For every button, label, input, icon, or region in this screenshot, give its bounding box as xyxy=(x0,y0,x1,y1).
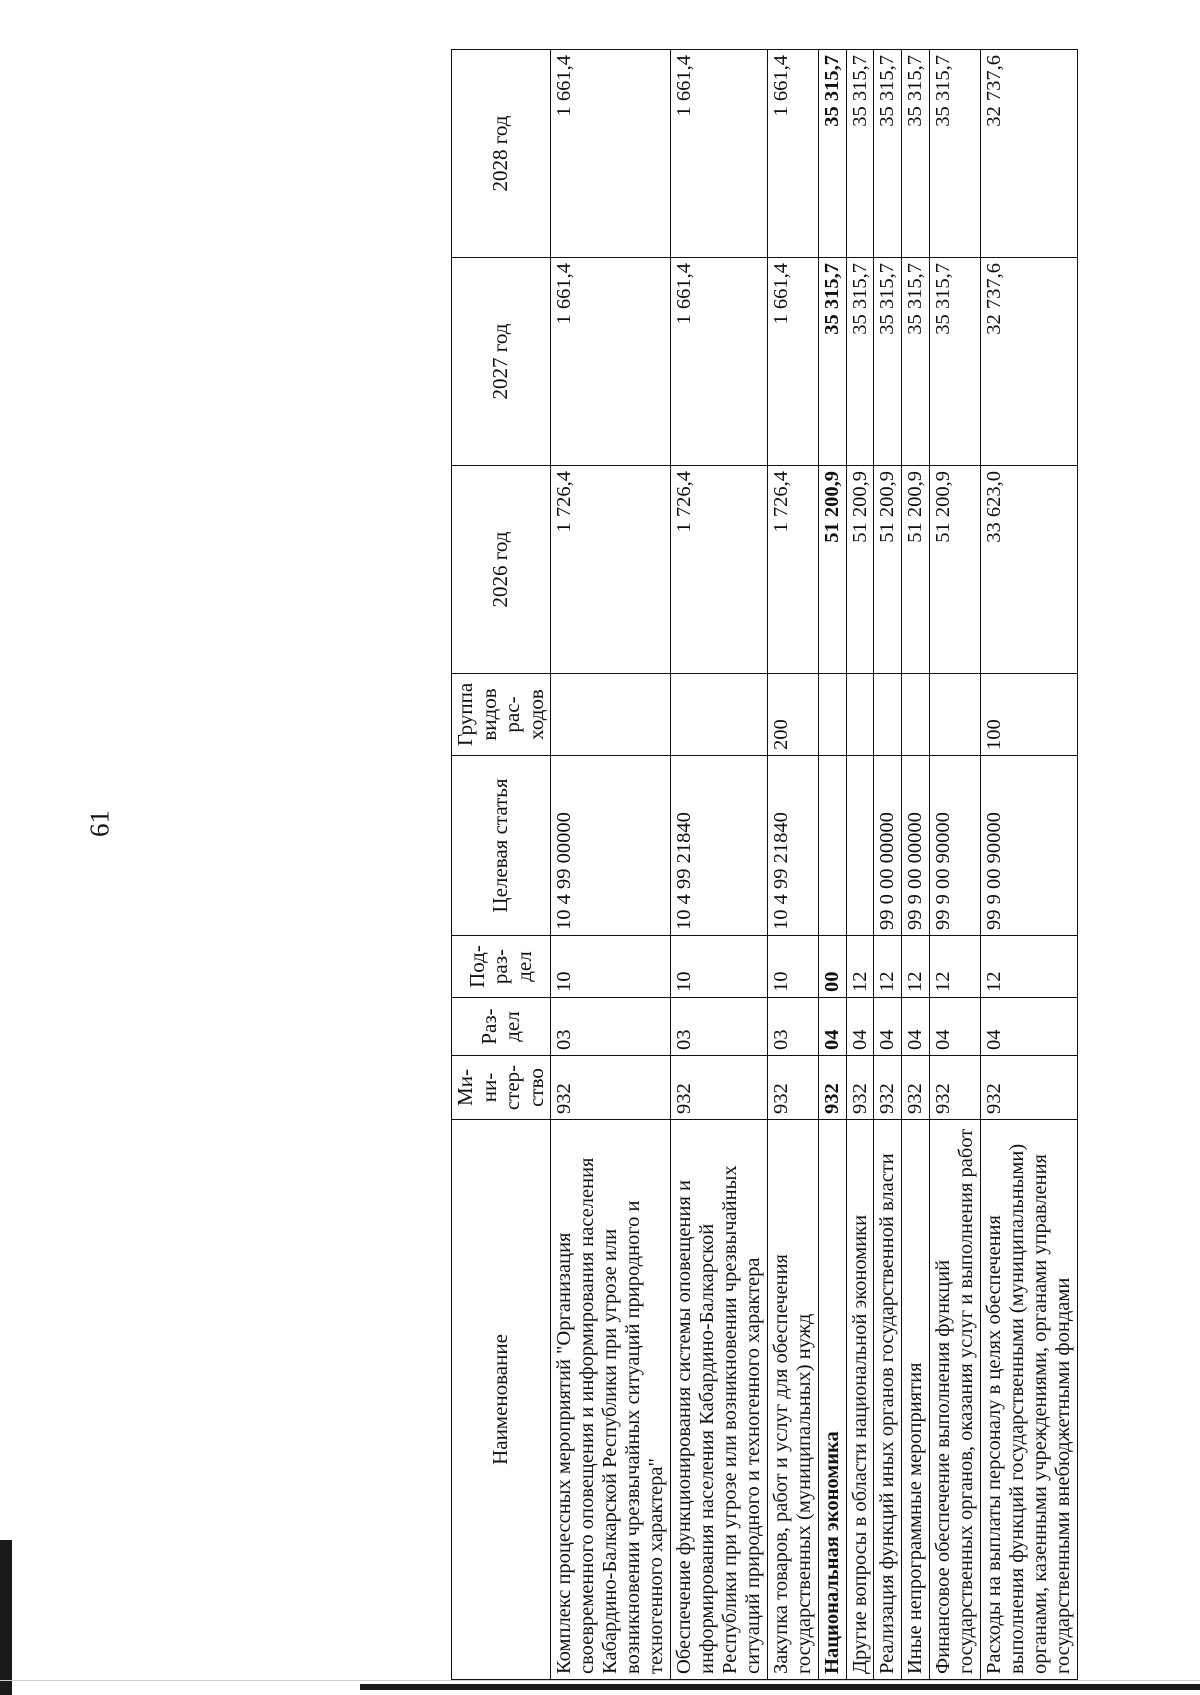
header-2026: 2026 год xyxy=(452,466,551,674)
cell-name: Реализация функций иных органов государственной власти xyxy=(874,1120,902,1680)
cell-2028: 1 661,4 xyxy=(551,50,671,258)
table-row xyxy=(670,50,767,1680)
cell-2026: 1 726,4 xyxy=(767,466,818,674)
cell-section: 04 xyxy=(818,998,846,1056)
cell-target: 10 4 99 21840 xyxy=(767,756,818,936)
header-group: Группа видов рас-ходов xyxy=(452,674,551,756)
cell-group xyxy=(551,674,671,756)
table-header-row xyxy=(452,50,551,1680)
cell-section: 04 xyxy=(846,998,874,1056)
header-ministry: Ми-ни-стер-ство xyxy=(452,1056,551,1120)
table-row xyxy=(930,50,981,1680)
cell-2028: 1 661,4 xyxy=(670,50,767,258)
cell-target xyxy=(846,756,874,936)
cell-2027: 32 737,6 xyxy=(981,258,1078,466)
cell-target: 99 9 00 90000 xyxy=(981,756,1078,936)
cell-subsection: 10 xyxy=(767,936,818,998)
table-row xyxy=(551,50,671,1680)
rotated-table-container xyxy=(451,50,1200,1680)
cell-section: 03 xyxy=(551,998,671,1056)
cell-2028: 35 315,7 xyxy=(818,50,846,258)
header-target: Целевая статья xyxy=(452,756,551,936)
cell-2028: 35 315,7 xyxy=(902,50,930,258)
cell-name: Обеспечение функционирования системы оповещения и информирования населения Кабардино-Балкарской Республики при угрозе или возникновении чрезвычайных ситуаций природного и техногенного характера xyxy=(670,1120,767,1680)
cell-2028: 32 737,6 xyxy=(981,50,1078,258)
cell-section: 04 xyxy=(981,998,1078,1056)
cell-section: 04 xyxy=(902,998,930,1056)
cell-2026: 33 623,0 xyxy=(981,466,1078,674)
cell-2028: 1 661,4 xyxy=(767,50,818,258)
cell-group xyxy=(930,674,981,756)
scan-edge-line xyxy=(0,1680,1200,1681)
cell-2026: 1 726,4 xyxy=(551,466,671,674)
table-row xyxy=(767,50,818,1680)
cell-name: Закупка товаров, работ и услуг для обеспечения государственных (муниципальных) нужд xyxy=(767,1120,818,1680)
cell-subsection: 10 xyxy=(670,936,767,998)
header-2027: 2027 год xyxy=(452,258,551,466)
cell-2026: 51 200,9 xyxy=(846,466,874,674)
cell-group xyxy=(670,674,767,756)
cell-2026: 51 200,9 xyxy=(902,466,930,674)
cell-section: 03 xyxy=(767,998,818,1056)
cell-group xyxy=(902,674,930,756)
page-number: 61 xyxy=(84,810,115,837)
scan-edge-bottom xyxy=(360,1684,1200,1690)
cell-2027: 35 315,7 xyxy=(846,258,874,466)
cell-subsection: 12 xyxy=(930,936,981,998)
cell-ministry: 932 xyxy=(902,1056,930,1120)
header-2028: 2028 год xyxy=(452,50,551,258)
cell-target: 10 4 99 21840 xyxy=(670,756,767,936)
cell-2027: 1 661,4 xyxy=(551,258,671,466)
cell-2027: 35 315,7 xyxy=(818,258,846,466)
cell-2026: 1 726,4 xyxy=(670,466,767,674)
cell-name: Финансовое обеспечение выполнения функций государственных органов, оказания услуг и выполнения работ xyxy=(930,1120,981,1680)
table-row xyxy=(874,50,902,1680)
cell-name: Другие вопросы в области национальной экономики xyxy=(846,1120,874,1680)
table-row xyxy=(846,50,874,1680)
cell-target: 99 0 00 00000 xyxy=(874,756,902,936)
cell-name: Национальная экономика xyxy=(818,1120,846,1680)
cell-name: Расходы на выплаты персоналу в целях обеспечения выполнения функций государственными (муниципальными) органами, казенными учреждениями, органами управления государственными внебюджетными фондами xyxy=(981,1120,1078,1680)
cell-2027: 1 661,4 xyxy=(670,258,767,466)
header-section: Раз-дел xyxy=(452,998,551,1056)
cell-2027: 35 315,7 xyxy=(930,258,981,466)
budget-table xyxy=(451,49,1078,1680)
scan-edge-left xyxy=(0,1540,12,1695)
cell-ministry: 932 xyxy=(818,1056,846,1120)
header-subsection: Под-раз-дел xyxy=(452,936,551,998)
table-row xyxy=(981,50,1078,1680)
cell-2027: 1 661,4 xyxy=(767,258,818,466)
cell-name: Иные непрограммные мероприятия xyxy=(902,1120,930,1680)
cell-group xyxy=(846,674,874,756)
cell-2026: 51 200,9 xyxy=(874,466,902,674)
cell-2026: 51 200,9 xyxy=(818,466,846,674)
cell-ministry: 932 xyxy=(551,1056,671,1120)
cell-2028: 35 315,7 xyxy=(930,50,981,258)
table-row xyxy=(818,50,846,1680)
cell-subsection: 12 xyxy=(874,936,902,998)
cell-2028: 35 315,7 xyxy=(846,50,874,258)
cell-name: Комплекс процессных мероприятий "Организация своевременного оповещения и информирования населения Кабардино-Балкарской Республики при угрозе или возникновении чрезвычайных ситуаций природного и техногенного характера" xyxy=(551,1120,671,1680)
cell-target: 99 9 00 90000 xyxy=(930,756,981,936)
cell-subsection: 12 xyxy=(902,936,930,998)
cell-ministry: 932 xyxy=(767,1056,818,1120)
cell-2028: 35 315,7 xyxy=(874,50,902,258)
cell-ministry: 932 xyxy=(874,1056,902,1120)
table-row xyxy=(902,50,930,1680)
cell-section: 04 xyxy=(930,998,981,1056)
cell-section: 03 xyxy=(670,998,767,1056)
cell-subsection: 12 xyxy=(981,936,1078,998)
cell-group: 200 xyxy=(767,674,818,756)
cell-ministry: 932 xyxy=(930,1056,981,1120)
cell-subsection: 12 xyxy=(846,936,874,998)
cell-target xyxy=(818,756,846,936)
cell-target: 99 9 00 00000 xyxy=(902,756,930,936)
cell-ministry: 932 xyxy=(846,1056,874,1120)
cell-subsection: 00 xyxy=(818,936,846,998)
cell-target: 10 4 99 00000 xyxy=(551,756,671,936)
cell-ministry: 932 xyxy=(670,1056,767,1120)
cell-group xyxy=(874,674,902,756)
cell-2027: 35 315,7 xyxy=(874,258,902,466)
cell-section: 04 xyxy=(874,998,902,1056)
cell-group: 100 xyxy=(981,674,1078,756)
cell-ministry: 932 xyxy=(981,1056,1078,1120)
header-name: Наименование xyxy=(452,1120,551,1680)
cell-subsection: 10 xyxy=(551,936,671,998)
cell-2026: 51 200,9 xyxy=(930,466,981,674)
cell-group xyxy=(818,674,846,756)
cell-2027: 35 315,7 xyxy=(902,258,930,466)
